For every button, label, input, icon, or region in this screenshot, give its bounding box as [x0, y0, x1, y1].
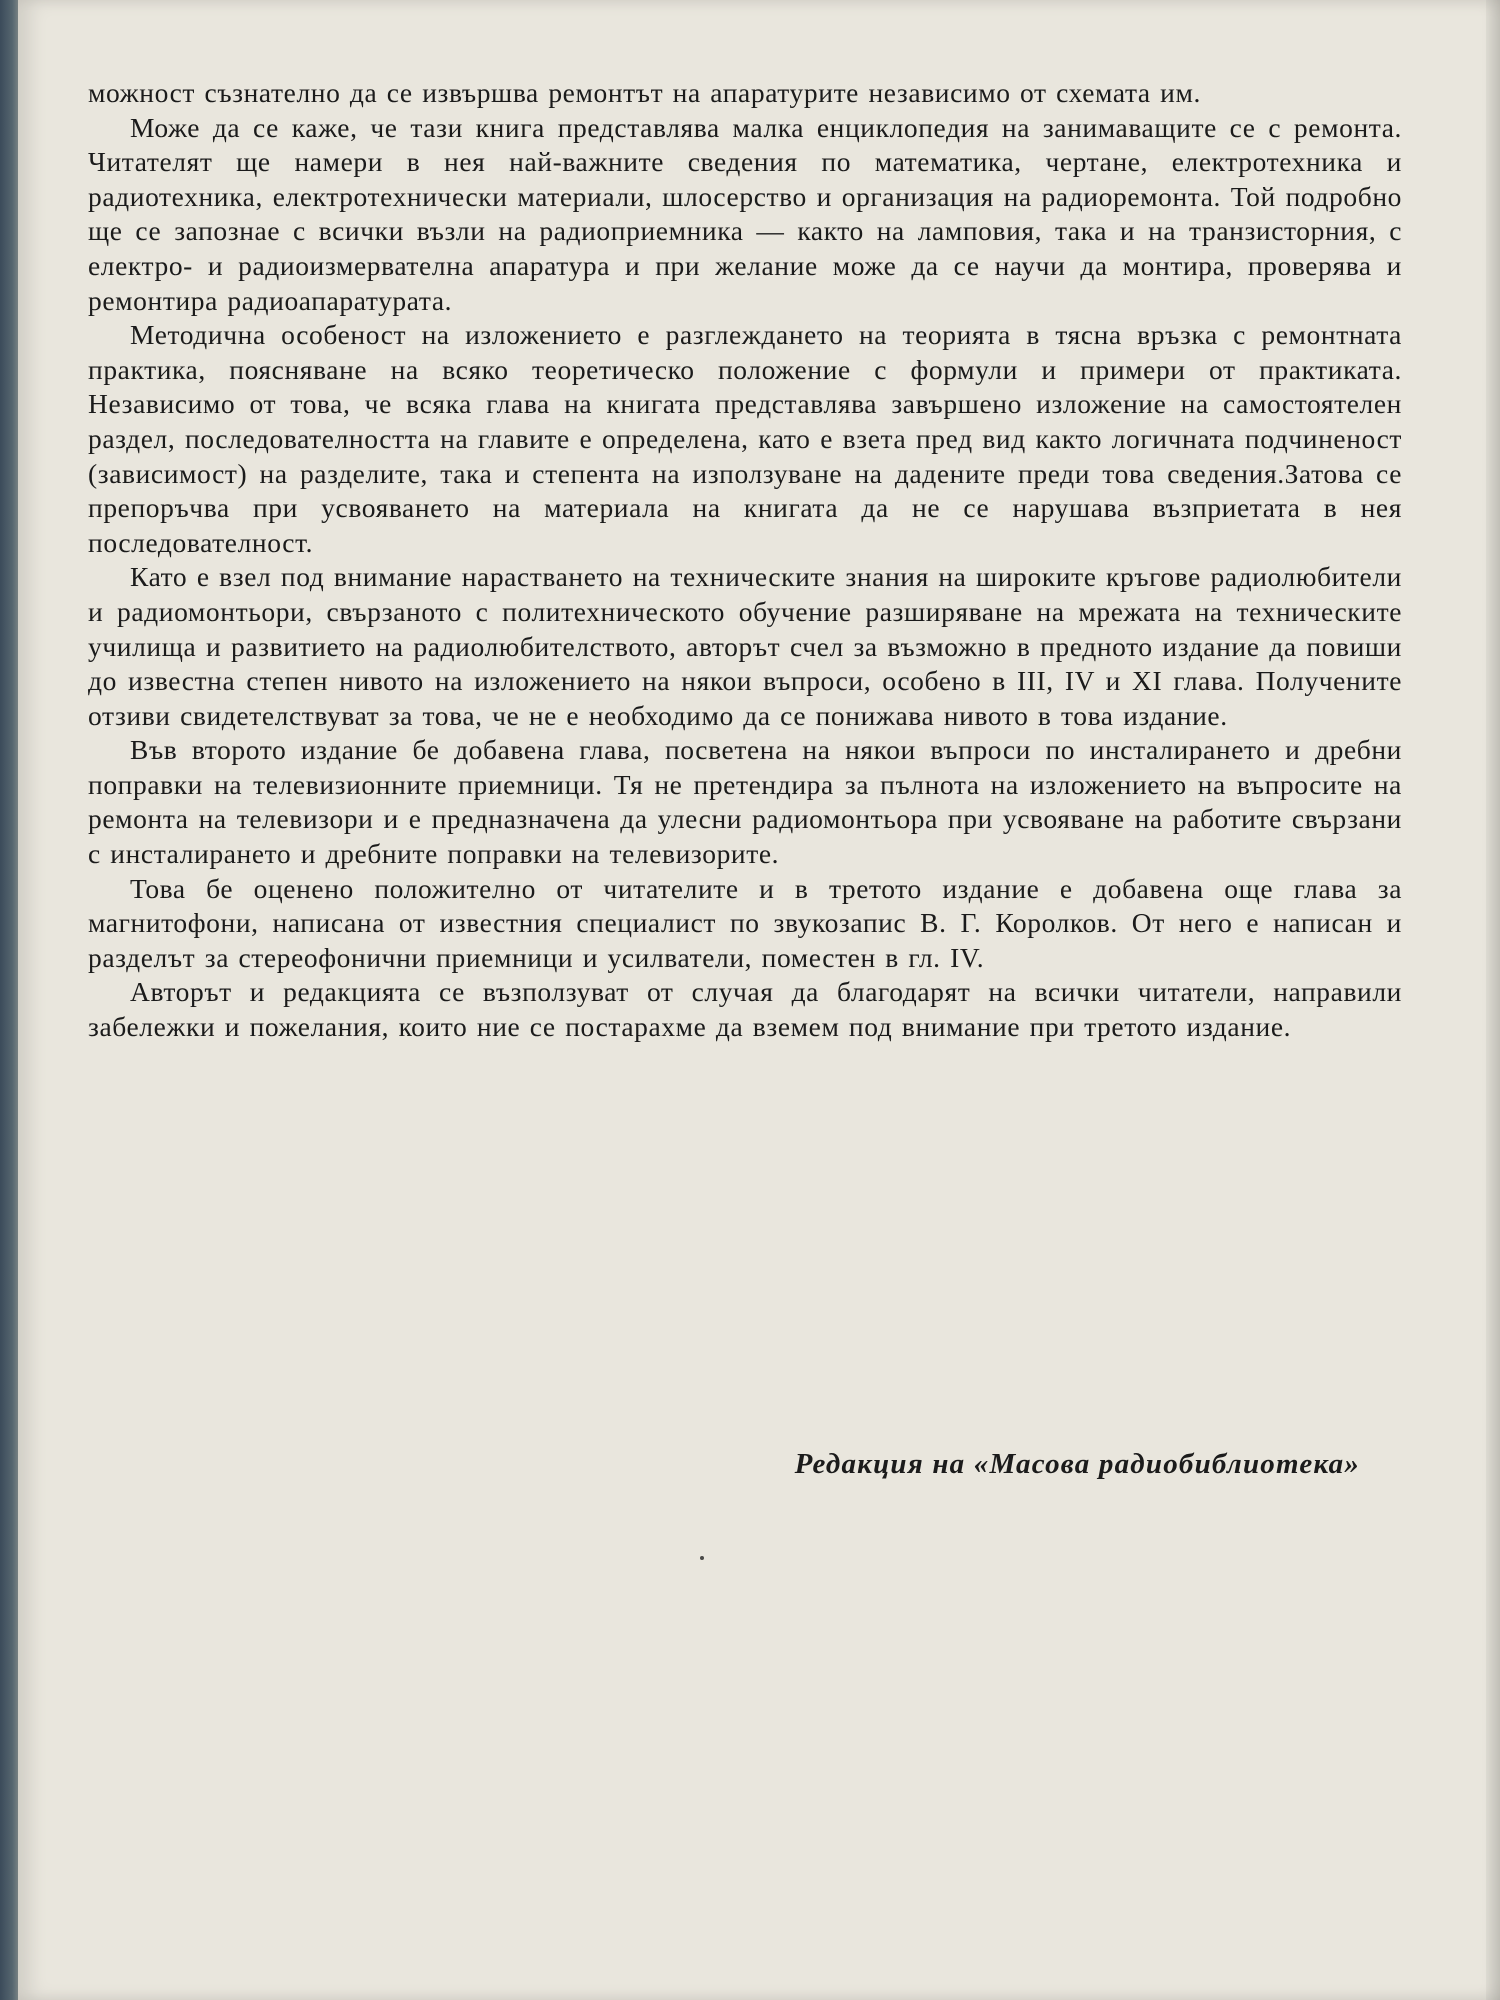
book-page [18, 0, 1500, 2000]
paragraph-encyclopedia: Може да се каже, че тази книга представлява малка енциклопедия на занимаващите се с ремонта. Читателят ще намери в нея най-важните сведения по математика, чертане, електротехника и радиотехника, електротехнически материали, шлосерство и организация на радиоремонта. Той подробно ще се запознае с всички възли на радиоприемника — както на ламповия, така и на транзисторния, с електро- и радиоизмервателна апаратура и при желание може да се научи да монтира, проверява и ремонтира радиоапаратурата. [88, 111, 1402, 316]
page-edge-shadow [1486, 0, 1500, 2000]
editorial-signature: Редакция на «Масова радиобиблиотека» [794, 1448, 1360, 1480]
print-speck [700, 1556, 704, 1560]
paragraph-methodology: Методична особеност на изложението е разглеждането на теорията в тясна връзка с ремонтната практика, поясняване на всяко теоретическо положение с формули и примери от практиката. Независимо от това, че всяка глава на книгата представлява завършено изложение на самостоятелен раздел, последователността на главите е определена, като е взета пред вид както логичната подчиненост (зависимост) на разделите, така и степента на използуване на дадените преди това сведения.Затова се препоръчва при усвояването на материала на книгата да не се нарушава възприетата в нея последователност. [88, 319, 1402, 558]
paragraph-third-edition: Това бе оценено положително от читателите и в третото издание е добавена още глава за магнитофони, написана от известния специалист по звукозапис В. Г. Королков. От него е написан и разделът за стереофонични приемници и усилватели, поместен в гл. IV. [88, 872, 1402, 973]
paragraph-acknowledgement: Авторът и редакцията се възползуват от случая да благодарят на всички читатели, направили забележки и пожелания, които ние се постарахме да вземем под внимание при третото издание. [88, 976, 1402, 1043]
preface-text [88, 76, 1402, 1045]
paragraph-second-edition: Във второто издание бе добавена глава, посветена на някои въпроси по инсталирането и дребни поправки на телевизионните приемници. Тя не претендира за пълнота на изложението на въпросите на ремонта на телевизори и е предназначена да улесни радиомонтьора при усвояване на работите свързани с инсталирането и дребните поправки на телевизорите. [88, 734, 1402, 870]
paragraph-technical-knowledge: Като е взел под внимание нарастването на техническите знания на широките кръгове радиолюбители и радиомонтьори, свързаното с политехническото обучение разширяване на мрежата на техническите училища и развитието на радиолюбителството, авторът счел за възможно в предното издание да повиши до известна степен нивото на изложението на някои въпроси, особено в III, IV и XI глава. Получените отзиви свидетелствуват за това, че не е необходимо да се понижава нивото в това издание. [88, 561, 1402, 731]
paragraph-continuation: можност съзнателно да се извършва ремонтът на апаратурите независимо от схемата им. [88, 77, 1201, 108]
